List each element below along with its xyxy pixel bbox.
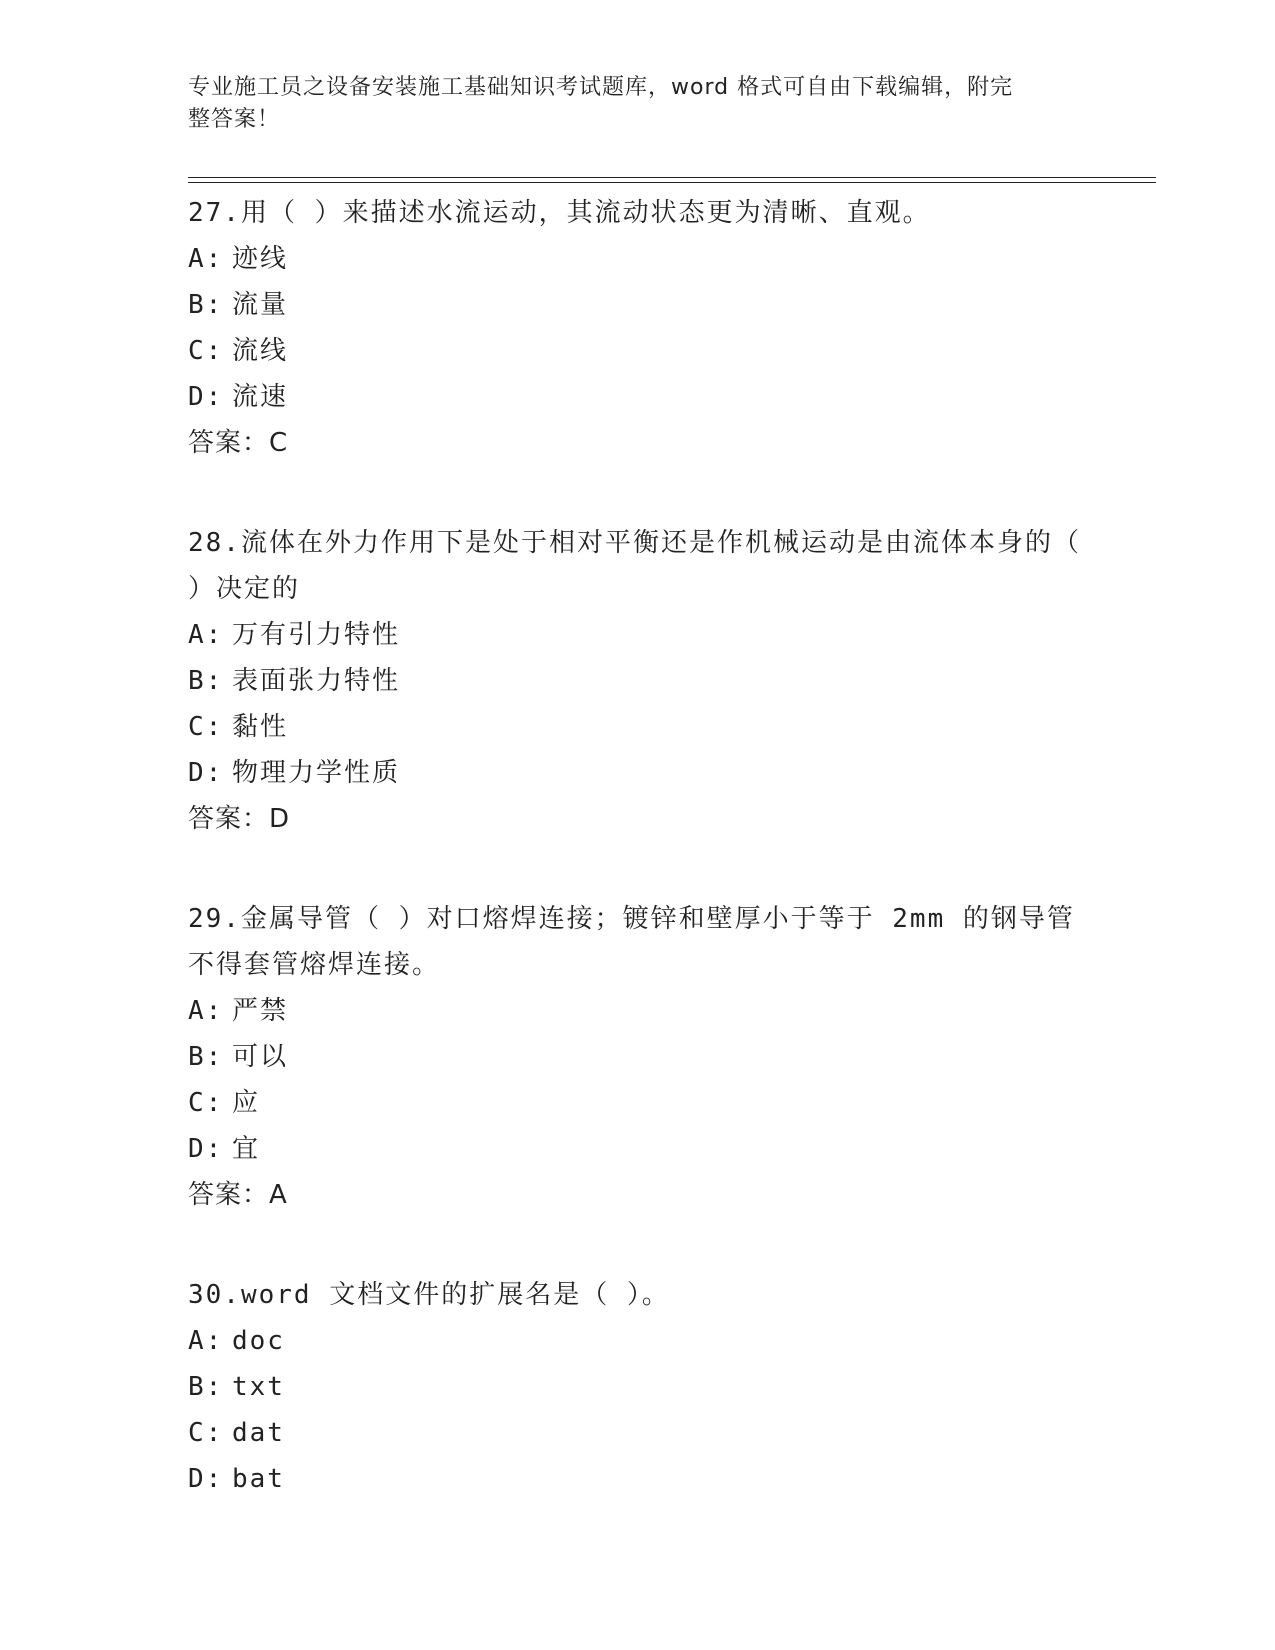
- option-c: [188, 1410, 1088, 1456]
- option-b: [188, 1034, 1088, 1080]
- option-a: [188, 988, 1088, 1034]
- question-list: [188, 190, 1088, 1556]
- answer-line: 答案：C: [188, 428, 289, 458]
- option-text: 流线: [232, 336, 289, 366]
- option-text: txt: [232, 1372, 285, 1402]
- option-text: 表面张力特性: [232, 666, 401, 696]
- option-letter: B:: [188, 1372, 224, 1402]
- option-d: [188, 374, 1088, 420]
- option-letter: D:: [188, 758, 224, 788]
- option-text: 流速: [232, 382, 289, 412]
- option-text: 流量: [232, 290, 289, 320]
- option-letter: A:: [188, 620, 224, 650]
- option-d: [188, 1126, 1088, 1172]
- question-29: [188, 896, 1088, 1218]
- option-a: [188, 1318, 1088, 1364]
- option-text: 可以: [232, 1042, 289, 1072]
- option-text: bat: [232, 1464, 285, 1494]
- option-b: [188, 282, 1088, 328]
- option-c: [188, 328, 1088, 374]
- option-letter: C:: [188, 336, 224, 366]
- option-d: [188, 750, 1088, 796]
- question-stem: 27.用（ ）来描述水流运动，其流动状态更为清晰、直观。: [188, 198, 931, 228]
- option-text: 物理力学性质: [232, 758, 401, 788]
- header-divider-top: [188, 177, 1156, 178]
- option-b: [188, 658, 1088, 704]
- document-header: [188, 72, 1068, 136]
- question-stem: 29.金属导管（ ）对口熔焊连接；镀锌和壁厚小于等于 2mm 的钢导管不得套管熔焊连接。: [188, 904, 1075, 980]
- question-stem: 30.word 文档文件的扩展名是（ ）。: [188, 1280, 670, 1310]
- option-text: doc: [232, 1326, 285, 1356]
- header-line-2: 整答案！: [188, 107, 281, 132]
- option-text: dat: [232, 1418, 285, 1448]
- answer-line: 答案：A: [188, 1180, 288, 1210]
- question-30: [188, 1272, 1088, 1502]
- option-text: 黏性: [232, 712, 289, 742]
- option-text: 万有引力特性: [232, 620, 401, 650]
- option-text: 严禁: [232, 996, 289, 1026]
- option-text: 迹线: [232, 244, 289, 274]
- option-letter: C:: [188, 1418, 224, 1448]
- option-letter: D:: [188, 1464, 224, 1494]
- option-text: 应: [232, 1088, 261, 1118]
- option-a: [188, 612, 1088, 658]
- option-text: 宜: [232, 1134, 261, 1164]
- option-letter: A:: [188, 244, 224, 274]
- answer-line: 答案：D: [188, 804, 291, 834]
- option-a: [188, 236, 1088, 282]
- option-letter: C:: [188, 1088, 224, 1118]
- option-letter: B:: [188, 1042, 224, 1072]
- header-divider-bottom: [188, 182, 1156, 183]
- option-letter: B:: [188, 666, 224, 696]
- question-28: [188, 520, 1088, 842]
- question-27: [188, 190, 1088, 466]
- option-b: [188, 1364, 1088, 1410]
- option-letter: A:: [188, 1326, 224, 1356]
- option-c: [188, 1080, 1088, 1126]
- option-letter: B:: [188, 290, 224, 320]
- question-stem: 28.流体在外力作用下是处于相对平衡还是作机械运动是由流体本身的（ ）决定的: [188, 528, 1081, 604]
- option-d: [188, 1456, 1088, 1502]
- header-line-1: 专业施工员之设备安装施工基础知识考试题库，word 格式可自由下载编辑，附完: [188, 75, 1014, 100]
- option-letter: D:: [188, 1134, 224, 1164]
- option-c: [188, 704, 1088, 750]
- option-letter: D:: [188, 382, 224, 412]
- option-letter: C:: [188, 712, 224, 742]
- option-letter: A:: [188, 996, 224, 1026]
